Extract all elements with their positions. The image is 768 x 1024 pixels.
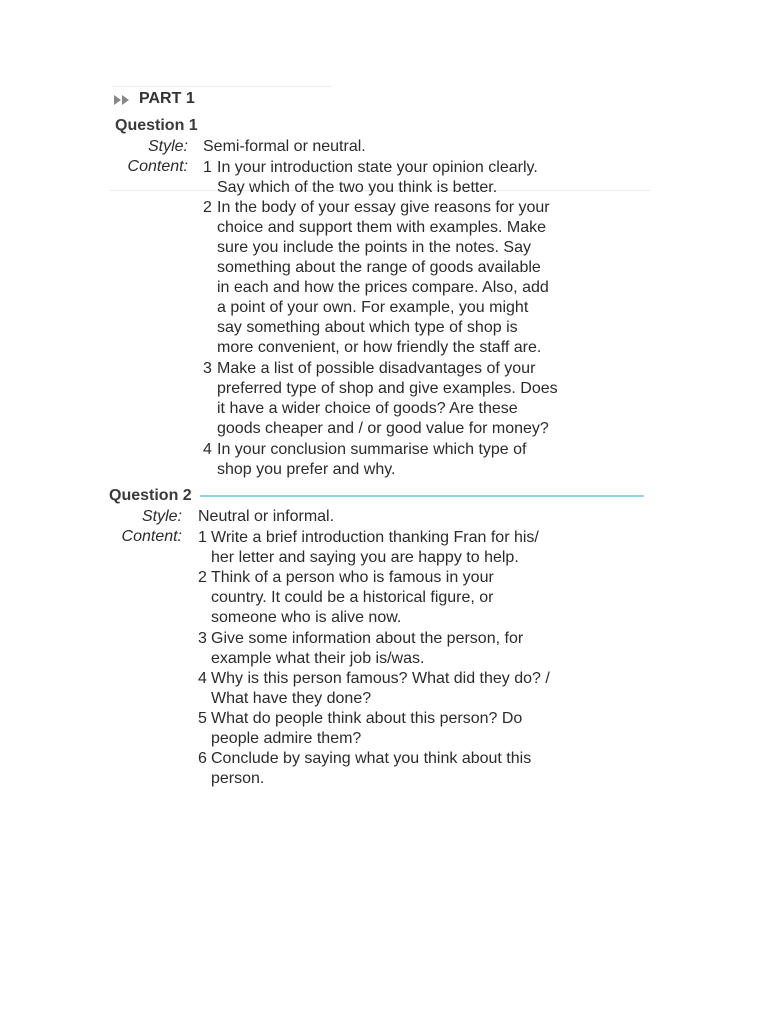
item-line: her letter and saying you are happy to help. xyxy=(211,549,519,566)
double-arrow-icon xyxy=(114,95,129,105)
item-line: it have a wider choice of goods? Are these xyxy=(217,400,518,417)
item-line: In the body of your essay give reasons for your xyxy=(217,199,550,216)
item-number: 1 xyxy=(198,529,207,546)
item-number: 4 xyxy=(198,670,207,687)
question-1-title: Question 1 xyxy=(115,117,198,134)
item-line: Write a brief introduction thanking Fran for his/ xyxy=(211,529,539,546)
item-line: In your introduction state your opinion clearly. xyxy=(217,159,538,176)
item-line: Conclude by saying what you think about this xyxy=(211,750,532,767)
item-line: more convenient, or how friendly the staff are. xyxy=(217,339,542,356)
item-line: Think of a person who is famous in your xyxy=(211,569,494,586)
item-line: Say which of the two you think is better. xyxy=(217,179,498,196)
question-2-item xyxy=(198,749,618,789)
item-number: 2 xyxy=(198,569,207,586)
question-1-item xyxy=(203,158,623,198)
question-1-style-value: Semi-formal or neutral. xyxy=(203,138,366,155)
item-number: 6 xyxy=(198,750,207,767)
question-1-item xyxy=(203,359,623,439)
item-line: shop you prefer and why. xyxy=(217,461,396,478)
item-number: 3 xyxy=(203,360,212,377)
item-line: Why is this person famous? What did they do? / xyxy=(211,670,550,687)
item-number: 1 xyxy=(203,159,212,176)
question-2-content-label: Content: xyxy=(121,528,182,545)
item-line: example what their job is/was. xyxy=(211,650,425,667)
part-label: PART 1 xyxy=(139,90,195,107)
item-line: goods cheaper and / or good value for money? xyxy=(217,420,549,437)
question-2-item xyxy=(198,568,618,628)
item-number: 2 xyxy=(203,199,212,216)
question-1-item xyxy=(203,440,623,480)
item-line: person. xyxy=(211,770,265,787)
item-line: Make a list of possible disadvantages of your xyxy=(217,360,536,377)
item-line: Give some information about the person, for xyxy=(211,630,524,647)
item-line: preferred type of shop and give examples. Does xyxy=(217,380,558,397)
item-number: 5 xyxy=(198,710,207,727)
item-line: What do people think about this person? Do xyxy=(211,710,523,727)
item-line: in each and how the prices compare. Also, add xyxy=(217,279,549,296)
question-2-style-label: Style: xyxy=(141,508,182,525)
question-2-title: Question 2 xyxy=(109,487,192,504)
item-number: 3 xyxy=(198,630,207,647)
item-line: a point of your own. For example, you might xyxy=(217,299,529,316)
item-line: something about the range of goods available xyxy=(217,259,541,276)
question-1-content-label: Content: xyxy=(127,158,188,175)
item-line: sure you include the points in the notes. Say xyxy=(217,239,531,256)
question-2-item xyxy=(198,709,618,749)
part-header xyxy=(114,90,195,108)
item-line: say something about which type of shop is xyxy=(217,319,518,336)
item-line: someone who is alive now. xyxy=(211,609,402,626)
question-2-item xyxy=(198,629,618,669)
question-1-item xyxy=(203,198,623,358)
question-2-item xyxy=(198,669,618,709)
item-number: 4 xyxy=(203,441,212,458)
question-2-style-value: Neutral or informal. xyxy=(198,508,335,525)
question-1-style-label: Style: xyxy=(147,138,188,155)
item-line: people admire them? xyxy=(211,730,362,747)
item-line: What have they done? xyxy=(211,690,372,707)
top-rule xyxy=(112,86,332,87)
question-2-divider xyxy=(200,495,644,497)
item-line: In your conclusion summarise which type of xyxy=(217,441,527,458)
item-line: choice and support them with examples. Make xyxy=(217,219,547,236)
item-line: country. It could be a historical figure, or xyxy=(211,589,494,606)
question-2-item xyxy=(198,528,618,568)
